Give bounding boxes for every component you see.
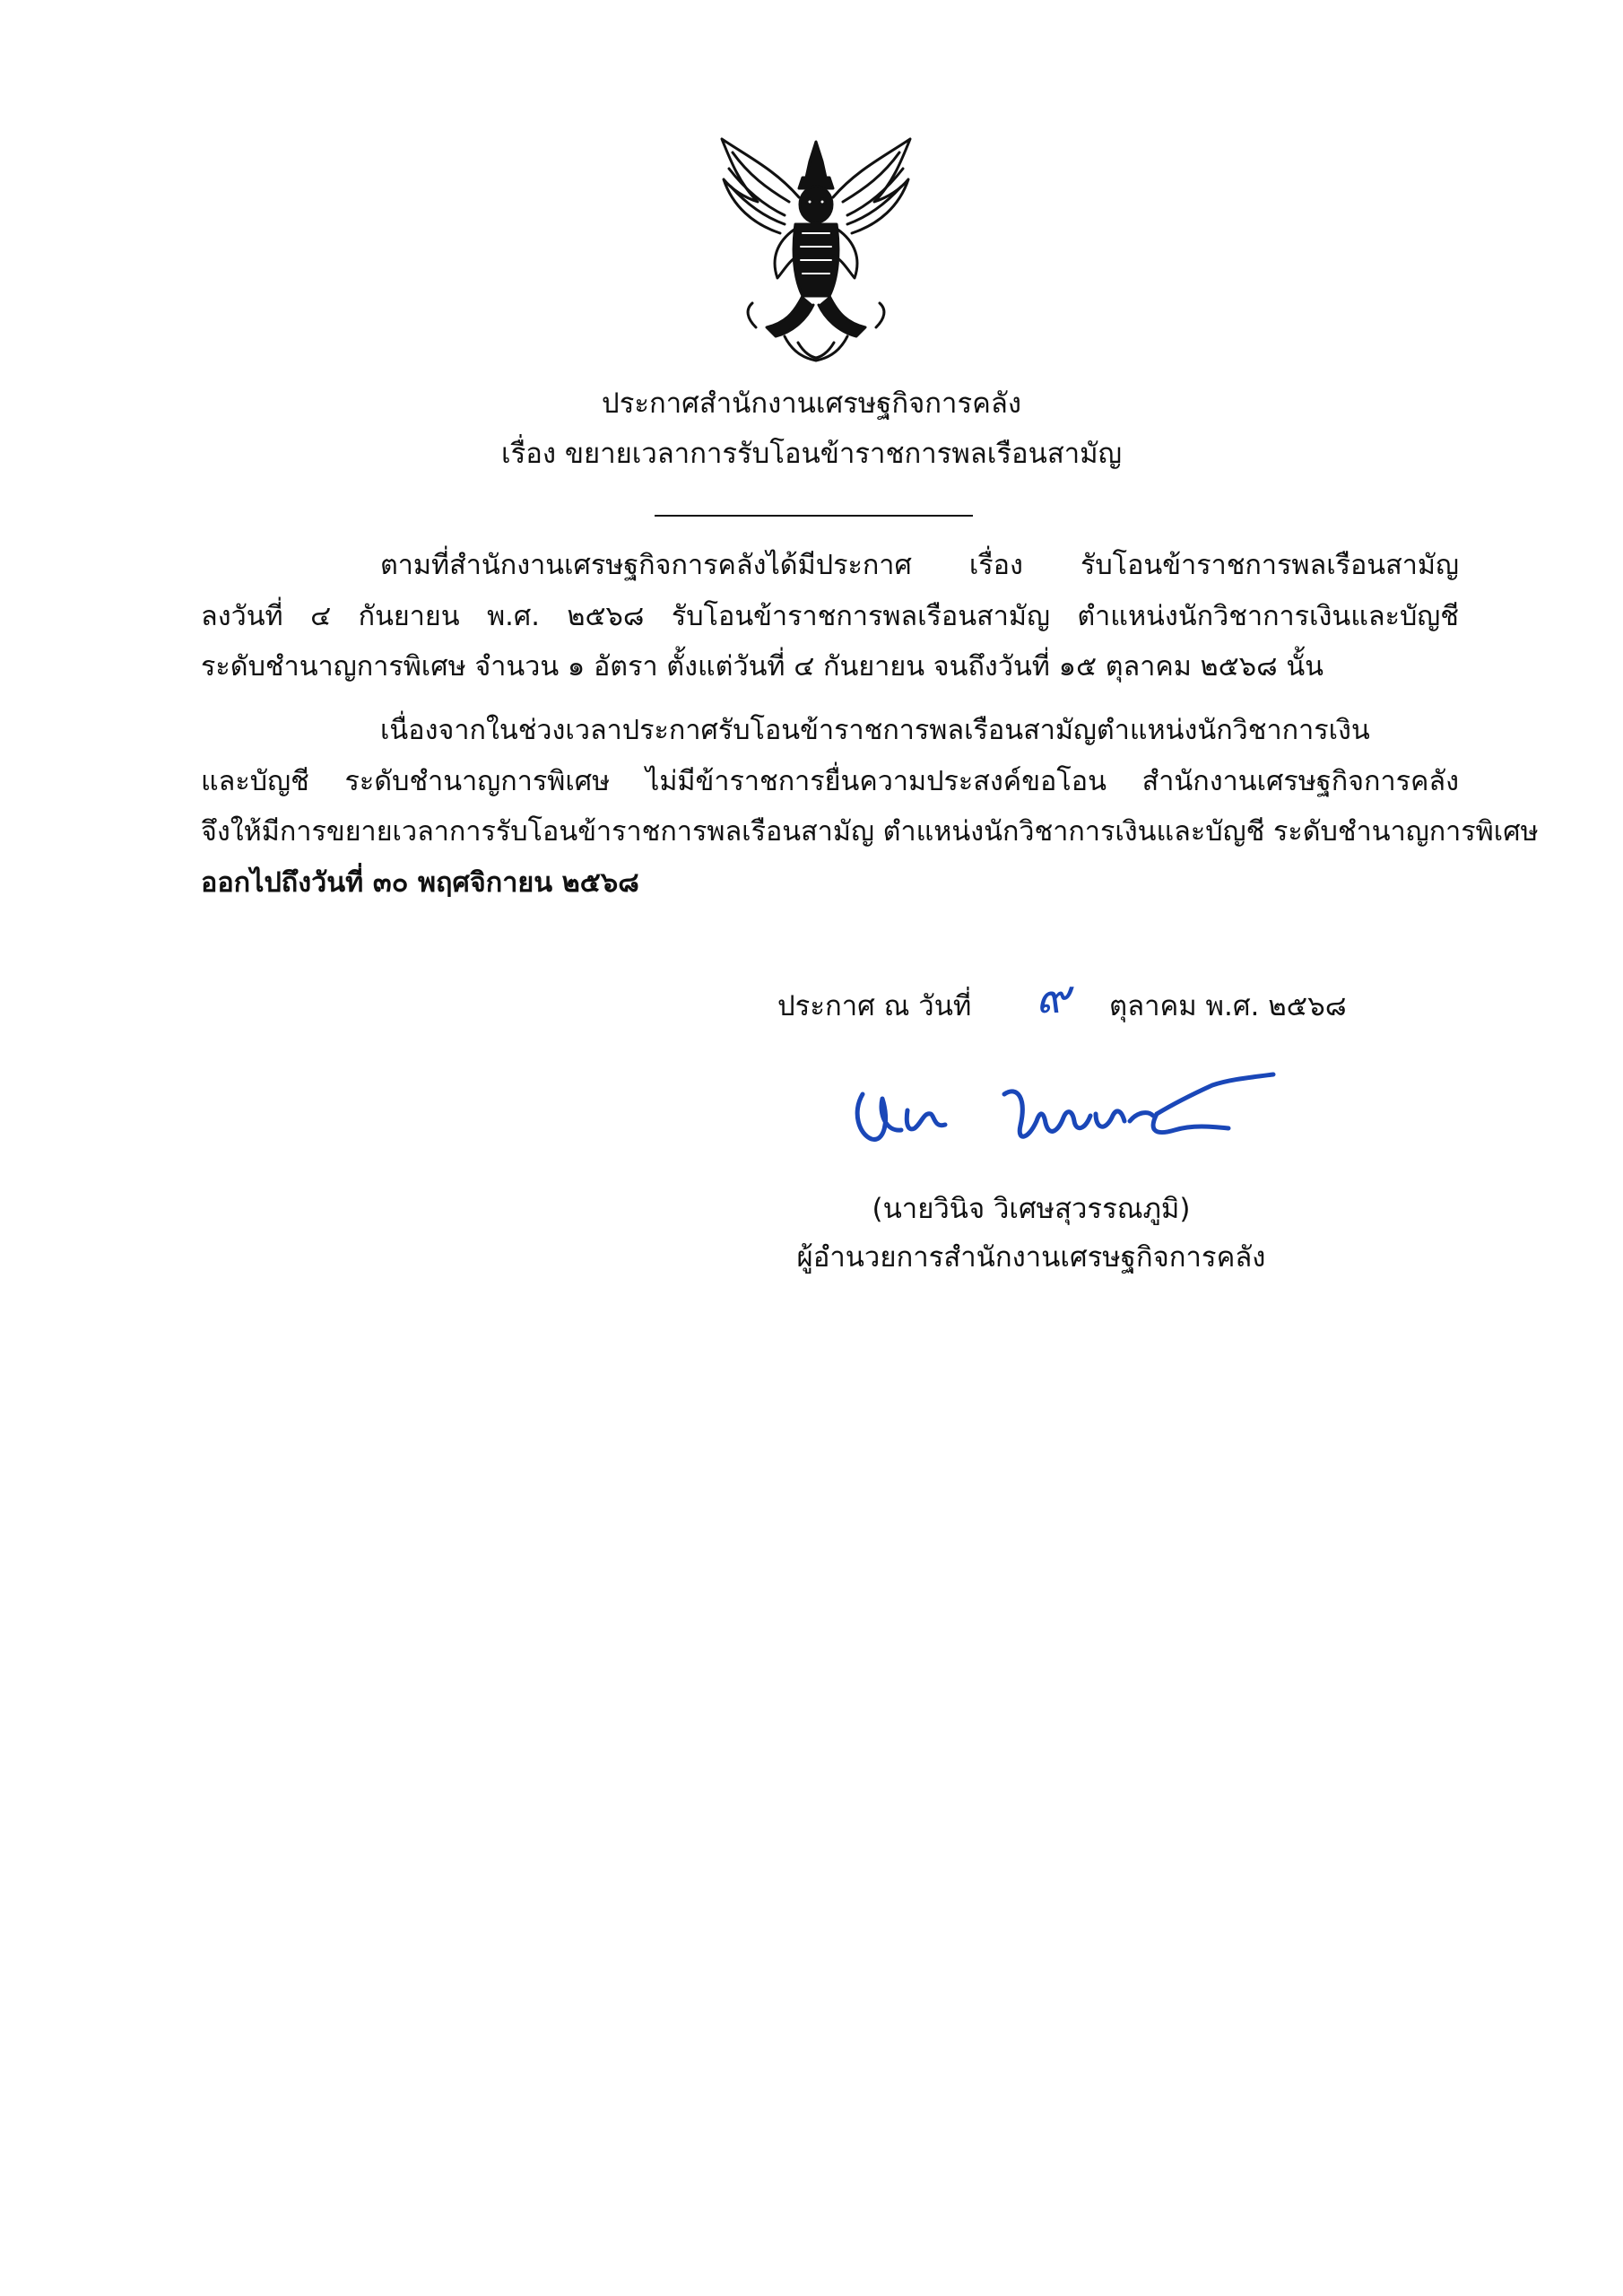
paragraph-2-line-4: ออกไปถึงวันที่ ๓๐ พฤศจิกายน ๒๕๖๘	[201, 866, 639, 899]
body-paragraph-1	[201, 541, 1459, 693]
paragraph-2-line-2: และบัญชี ระดับชำนาญการพิเศษ ไม่มีข้าราชการยื่นความประสงค์ขอโอน สำนักงานเศรษฐกิจการคลัง	[201, 765, 1459, 797]
garuda-emblem-icon	[713, 135, 919, 363]
signer-title: ผู้อำนวยการสำนักงานเศรษฐกิจการคลัง	[796, 1241, 1266, 1274]
paragraph-2-line-1: เนื่องจากในช่วงเวลาประกาศรับโอนข้าราชการพลเรือนสามัญตำแหน่งนักวิชาการเงิน	[380, 715, 1370, 746]
heading-divider	[655, 515, 973, 517]
date-month-year: ตุลาคม พ.ศ. ๒๕๖๘	[1109, 990, 1347, 1022]
date-label: ประกาศ ณ วันที่	[777, 990, 972, 1022]
announcement-title: ประกาศสำนักงานเศรษฐกิจการคลัง	[602, 387, 1021, 420]
paragraph-1-line-2: ลงวันที่ ๔ กันยายน พ.ศ. ๒๕๖๘ รับโอนข้าราชการพลเรือนสามัญ ตำแหน่งนักวิชาการเงินและบัญชี	[201, 600, 1459, 632]
announcement-subject: เรื่อง ขยายเวลาการรับโอนข้าราชการพลเรือนสามัญ	[501, 438, 1122, 470]
paragraph-1-line-1: ตามที่สำนักงานเศรษฐกิจการคลังได้มีประกาศ เรื่อง รับโอนข้าราชการพลเรือนสามัญ	[380, 550, 1459, 581]
body-paragraph-2	[201, 706, 1539, 909]
paragraph-1-line-3: ระดับชำนาญการพิเศษ จำนวน ๑ อัตรา ตั้งแต่วันที่ ๔ กันยายน จนถึงวันที่ ๑๕ ตุลาคม ๒๕๖๘ นั้น	[201, 651, 1324, 683]
date-day-handwritten: ๙	[1036, 970, 1071, 1024]
announcement-date	[777, 970, 1347, 1026]
signer-name: (นายวินิจ วิเศษสุวรรณภูมิ)	[872, 1193, 1191, 1225]
handwritten-signature	[852, 1058, 1282, 1166]
paragraph-2-line-3: จึงให้มีการขยายเวลาการรับโอนข้าราชการพลเรือนสามัญ ตำแหน่งนักวิชาการเงินและบัญชี ระดับชำนาญการพิเศษ	[201, 816, 1539, 848]
